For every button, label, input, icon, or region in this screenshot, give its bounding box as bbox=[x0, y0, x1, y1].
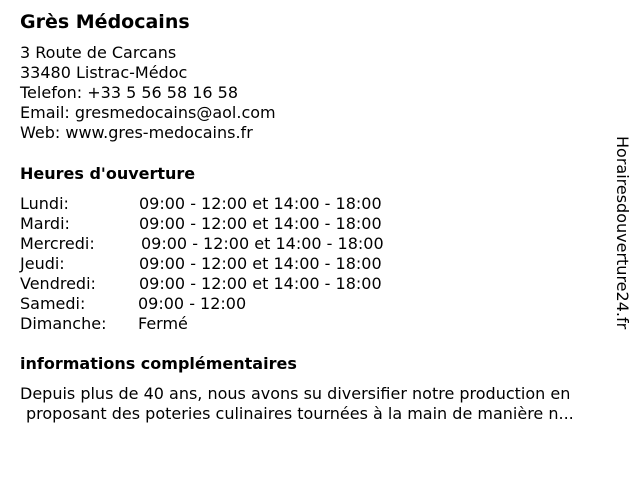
day-label: Dimanche: bbox=[20, 314, 107, 333]
phone-number[interactable]: Telefon: +33 5 56 58 16 58 bbox=[20, 83, 239, 102]
address-city: 33480 Listrac-Médoc bbox=[20, 63, 188, 82]
business-name: Grès Médocains bbox=[20, 11, 190, 33]
description-line: Depuis plus de 40 ans, nous avons su diversifier notre production en bbox=[20, 384, 571, 403]
site-watermark: Horairesdouverture24.fr bbox=[613, 136, 632, 330]
additional-info-heading: informations complémentaires bbox=[20, 354, 297, 373]
description-line: proposant des poteries culinaires tournées à la main de manière n... bbox=[26, 404, 574, 423]
time-value: 09:00 - 12:00 et 14:00 - 18:00 bbox=[139, 194, 382, 213]
hours-row-monday bbox=[20, 194, 440, 214]
website-link[interactable]: Web: www.gres-medocains.fr bbox=[20, 123, 253, 142]
day-label: Samedi: bbox=[20, 294, 86, 313]
opening-hours-heading: Heures d'ouverture bbox=[20, 164, 196, 183]
hours-row-sunday bbox=[20, 314, 440, 334]
time-value: 09:00 - 12:00 et 14:00 - 18:00 bbox=[139, 254, 382, 273]
address-street: 3 Route de Carcans bbox=[20, 43, 177, 62]
business-description bbox=[20, 384, 574, 424]
time-value: 09:00 - 12:00 bbox=[138, 294, 247, 313]
time-value: 09:00 - 12:00 et 14:00 - 18:00 bbox=[139, 214, 382, 233]
day-label: Mardi: bbox=[20, 214, 70, 233]
hours-row-thursday bbox=[20, 254, 440, 274]
day-label: Jeudi: bbox=[20, 254, 65, 273]
hours-row-tuesday bbox=[20, 214, 440, 234]
day-label: Vendredi: bbox=[20, 274, 96, 293]
time-value: 09:00 - 12:00 et 14:00 - 18:00 bbox=[141, 234, 384, 253]
time-value: Fermé bbox=[138, 314, 188, 333]
day-label: Lundi: bbox=[20, 194, 69, 213]
hours-row-saturday bbox=[20, 294, 440, 314]
contact-block bbox=[20, 43, 276, 143]
hours-row-friday bbox=[20, 274, 440, 294]
opening-hours-table bbox=[20, 194, 440, 334]
hours-row-wednesday bbox=[20, 234, 440, 254]
email-address[interactable]: Email: gresmedocains@aol.com bbox=[20, 103, 276, 122]
time-value: 09:00 - 12:00 et 14:00 - 18:00 bbox=[139, 274, 382, 293]
day-label: Mercredi: bbox=[20, 234, 95, 253]
